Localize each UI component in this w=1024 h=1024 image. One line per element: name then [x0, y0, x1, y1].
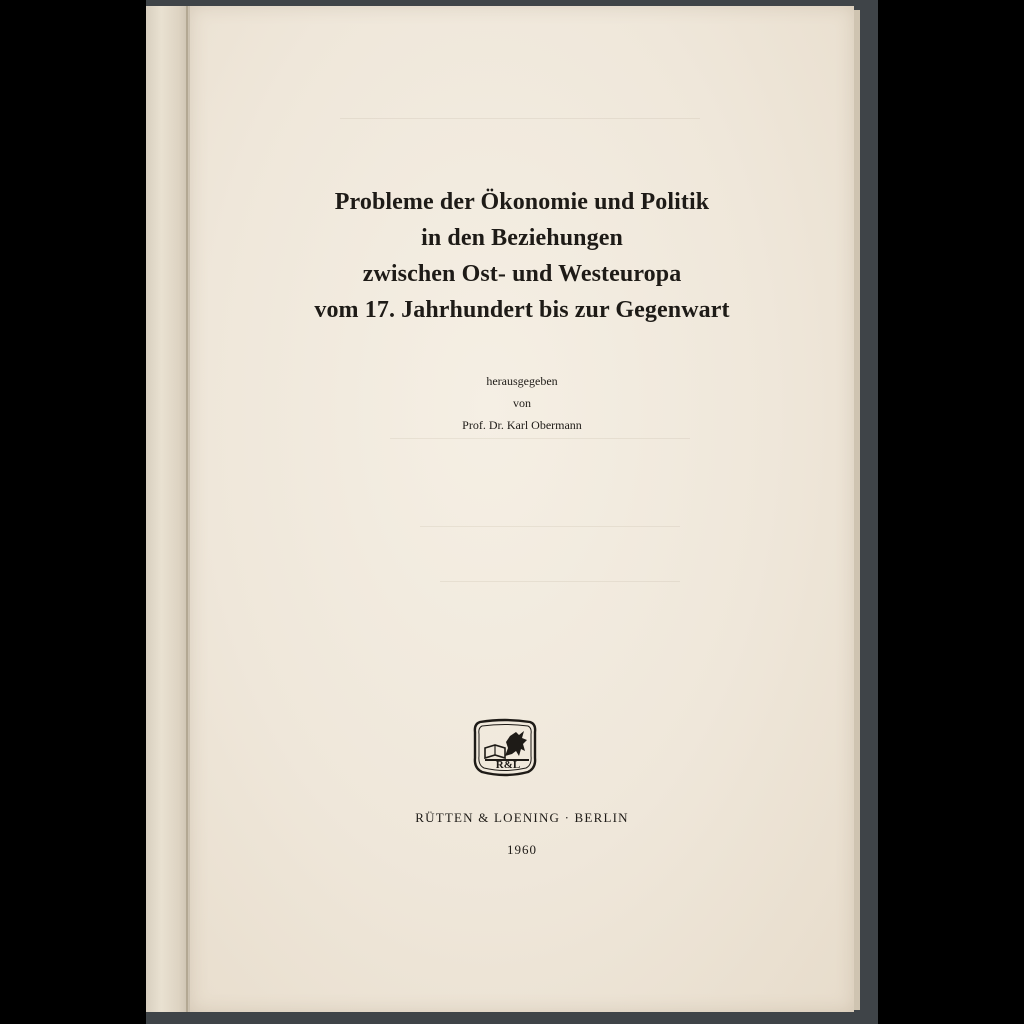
show-through-line [340, 118, 700, 119]
publication-year: 1960 [507, 842, 537, 857]
show-through-line [390, 438, 690, 439]
title-line-3: zwischen Ost- und Westeuropa [362, 261, 682, 287]
title-line-4: vom 17. Jahrhundert bis zur Gegenwart [314, 297, 730, 323]
publisher-logo-text: R&L [495, 759, 521, 771]
show-through-line [420, 526, 680, 527]
page-edge [854, 10, 860, 1010]
title-page [190, 6, 854, 1012]
editor-block [190, 370, 854, 436]
show-through-line [440, 581, 680, 582]
book-title [190, 184, 854, 328]
editor-by: von [513, 396, 531, 410]
editor-label: herausgegeben [486, 374, 558, 388]
publisher-line: RÜTTEN & LOENING · BERLIN [415, 810, 629, 825]
title-line-2: in den Beziehungen [421, 225, 623, 251]
editor-name: Prof. Dr. Karl Obermann [462, 418, 582, 432]
hinge-fold-line [186, 6, 188, 1012]
title-line-1: Probleme der Ökonomie und Politik [334, 189, 710, 215]
book-hinge [146, 6, 191, 1012]
